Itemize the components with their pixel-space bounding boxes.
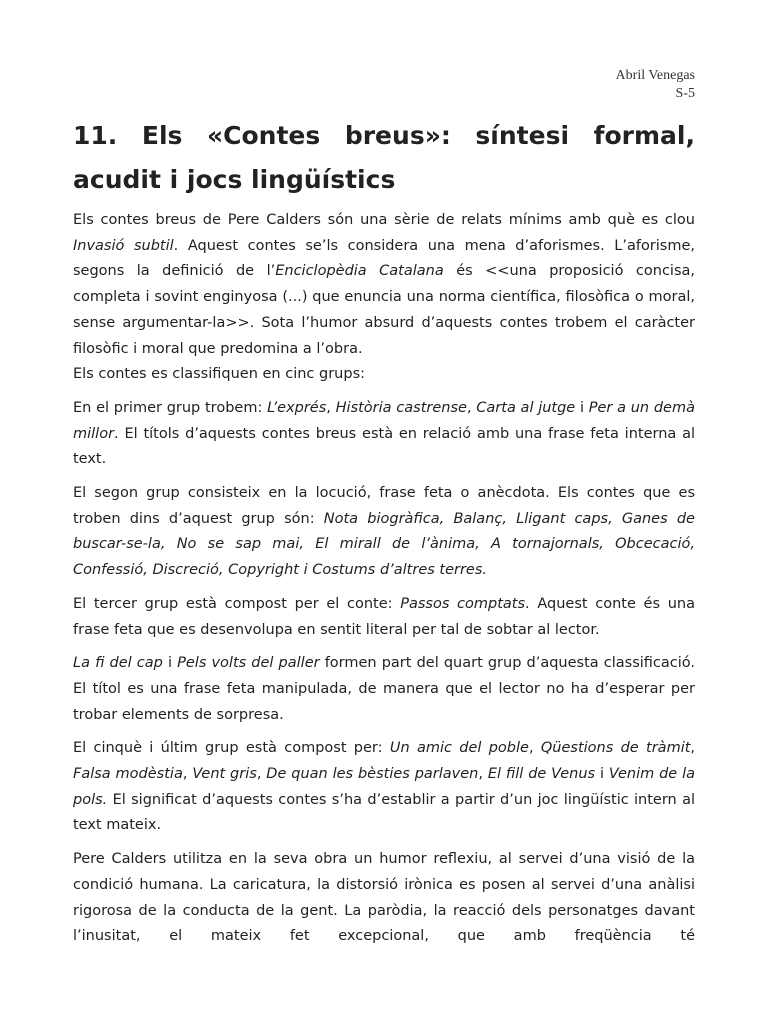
page-title: 11. Els «Contes breus»: síntesi formal, acudit i jocs lingüístics xyxy=(73,121,695,194)
text-segment: . Aquest contes se’ls considera una mena d’aforismes. L’aforisme, segons la definició de l’ xyxy=(73,237,696,280)
italic-title-text: Qüestions de tràmit xyxy=(540,740,691,757)
italic-title-text: Passos comptats xyxy=(400,595,526,612)
paragraph-intro xyxy=(73,208,695,362)
text-segment: i xyxy=(162,655,178,672)
text-segment: El significat d’aquests contes s’ha d’establir a partir d’un joc lingüístic intern al text mateix. xyxy=(73,791,695,834)
paragraph-group-4 xyxy=(73,651,695,728)
italic-title-text: Un amic del poble xyxy=(389,740,529,757)
text-segment: El cinquè i últim grup està compost per: xyxy=(73,740,390,757)
text-segment: Els contes breus de Pere Calders són una sèrie de relats mínims amb què es clou xyxy=(73,212,695,228)
italic-title-text: L’exprés xyxy=(267,399,327,416)
text-segment: i xyxy=(595,766,609,783)
paragraph-group-2 xyxy=(73,481,695,584)
italic-title-text: Carta al jutge xyxy=(476,399,576,416)
italic-title-text: El fill de Venus xyxy=(487,766,596,783)
document-header xyxy=(616,67,695,103)
text-segment: El tercer grup està compost per el conte: xyxy=(73,595,401,612)
text-segment: i xyxy=(575,399,589,416)
text-segment: , xyxy=(256,766,267,783)
text-segment: . Aquest conte és una frase feta que es desenvolupa en sentit literal per tal de sobtar al lector. xyxy=(73,595,695,638)
italic-title-text: Pels volts del paller xyxy=(177,655,320,672)
paragraph-group-5 xyxy=(73,736,695,839)
italic-title-text: Venim de la pols. xyxy=(73,766,695,808)
paragraph-groups-intro xyxy=(73,362,695,388)
paragraph-group-3 xyxy=(73,592,695,643)
paragraph-group-1 xyxy=(73,396,695,473)
italic-title-text: Falsa modèstia xyxy=(73,766,183,783)
text-segment: , xyxy=(182,766,193,783)
italic-title-text: Invasió subtil xyxy=(73,237,174,254)
document-body xyxy=(73,208,695,958)
italic-title-text: Vent gris xyxy=(192,766,257,783)
text-segment: , xyxy=(466,399,477,416)
document-code: S-5 xyxy=(675,86,695,101)
italic-title-text: Per a un demà millor xyxy=(73,399,695,442)
text-segment: , xyxy=(690,740,696,757)
italic-title-text: Enciclopèdia Catalana xyxy=(275,263,444,280)
text-segment: és <<una proposició concisa, completa i sovint enginyosa (...) que enuncia una norma científica, filosòfica o moral, sense argumentar-la>>. Sota l’humor absurd d’aquests contes trobem el caràcter filosòfic i moral que predomina a l’obra. xyxy=(73,263,695,357)
text-segment: Els contes es classifiquen en cinc grups: xyxy=(73,366,366,383)
italic-title-text: La fi del cap xyxy=(73,655,163,672)
text-segment: Pere Calders utilitza en la seva obra un humor reflexiu, al servei d’una visió de la condició humana. La caricatura, la distorsió irònica es posen al servei d’una anàlisi rigorosa de la conducta de la gent. La paròdia, la reacció dels personatges davant l’inusitat, el mateix fet excepcional, que amb freqüència té xyxy=(73,851,695,945)
italic-title-text: De quan les bèsties parlaven xyxy=(266,766,479,783)
text-segment: , xyxy=(326,399,336,416)
italic-title-text: Nota biogràfica, Balanç, Lligant caps, Ganes de buscar-se-la, No se sap mai, El mirall de l’ànima, A tornajornals, Obcecació, Confessió, Discreció, Copyright i Costums d’altres terres. xyxy=(73,510,695,579)
text-segment: , xyxy=(528,740,541,757)
text-segment: formen part del quart grup d’aquesta classificació. El títol es una frase feta manipulada, de manera que el lector no ha d’esperar per trobar elements de sorpresa. xyxy=(73,655,696,723)
italic-title-text: Història castrense xyxy=(335,399,467,416)
text-segment: . El títols d’aquests contes breus està en relació amb una frase feta interna al text. xyxy=(73,425,695,468)
document-page xyxy=(73,0,695,1024)
text-segment: El segon grup consisteix en la locució, frase feta o anècdota. Els contes que es troben dins d’aquest grup són: xyxy=(73,485,695,527)
text-segment: , xyxy=(478,766,488,783)
author-name: Abril Venegas xyxy=(615,68,695,83)
paragraph-humor xyxy=(73,847,695,950)
text-segment: En el primer grup trobem: xyxy=(73,399,268,416)
